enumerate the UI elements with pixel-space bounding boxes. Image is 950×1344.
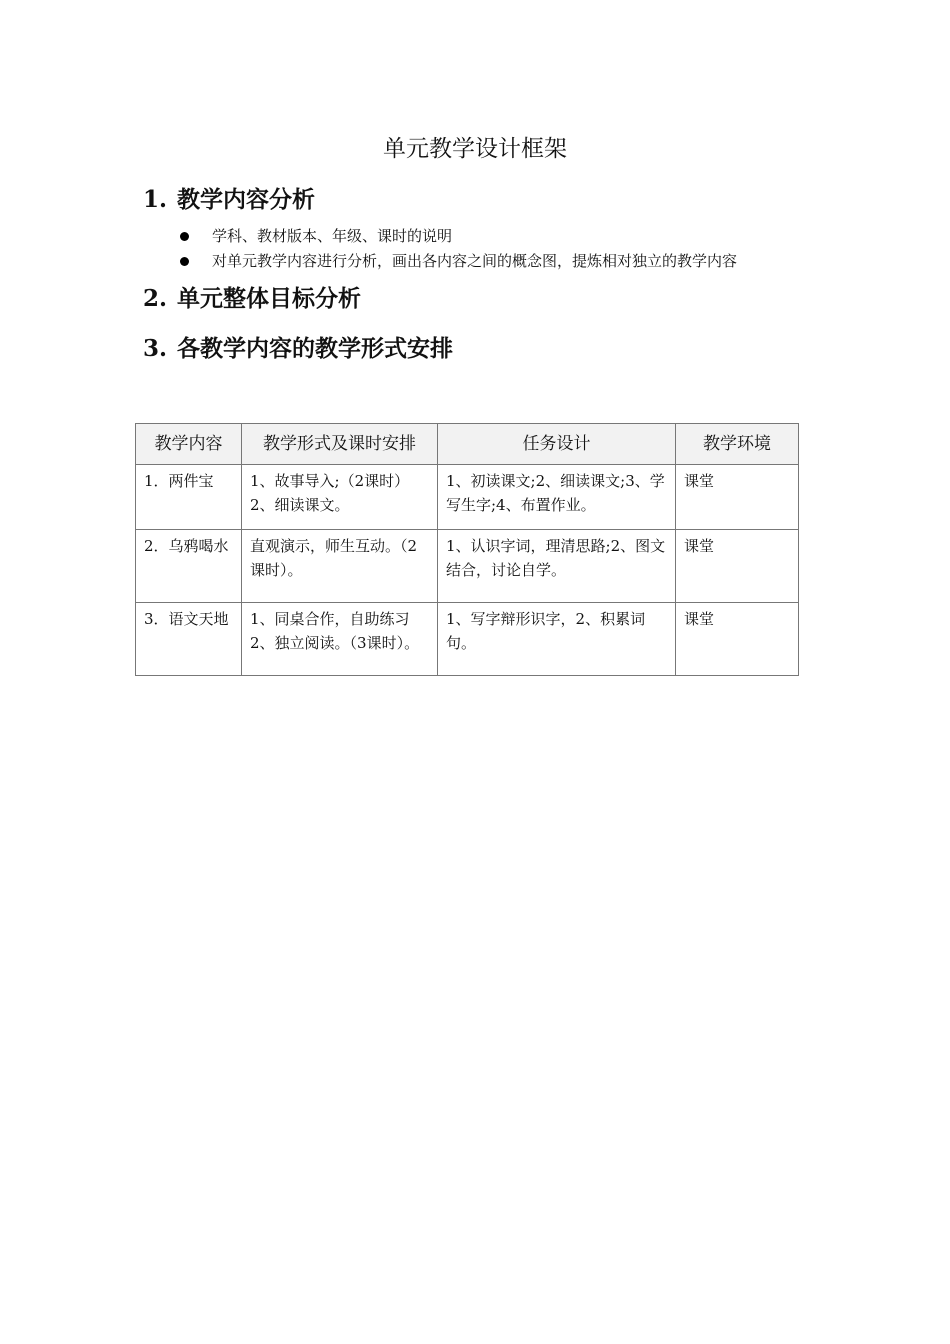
document-title: 单元教学设计框架 — [383, 136, 567, 162]
table-cell: 1．两件宝 — [136, 465, 242, 530]
section-heading-unit-goals — [143, 283, 361, 315]
table-cell: 直观演示，师生互动。（2课时）。 — [242, 530, 438, 603]
table-cell: 1、同桌合作，自助练习2、独立阅读。（3课时）。 — [242, 603, 438, 676]
bullet-text: 学科、教材版本、年级、课时的说明 — [212, 227, 453, 245]
bullet-item — [178, 224, 737, 249]
bullet-item — [178, 249, 737, 274]
table-row — [136, 465, 799, 530]
table-cell: 课堂 — [676, 603, 799, 676]
table-cell: 1、初读课文;2、细读课文;3、学写生字;4、布置作业。 — [438, 465, 676, 530]
bullet-dot-icon — [180, 232, 189, 241]
section-heading-teaching-arrangement — [143, 333, 453, 365]
section-number: 2. — [143, 285, 168, 312]
section-number: 1. — [143, 186, 168, 213]
table-row — [136, 603, 799, 676]
table-cell: 3．语文天地 — [136, 603, 242, 676]
section-heading-text: 单元整体目标分析 — [177, 285, 362, 312]
teaching-plan-table — [135, 423, 799, 676]
section-number: 3. — [143, 335, 168, 362]
table-cell: 1、认识字词，理清思路;2、图文结合，讨论自学。 — [438, 530, 676, 603]
table-cell: 课堂 — [676, 465, 799, 530]
section-heading-content-analysis — [143, 184, 315, 216]
table-header-row — [136, 424, 799, 465]
section-heading-text: 各教学内容的教学形式安排 — [177, 335, 454, 362]
table-cell: 2．乌鸦喝水 — [136, 530, 242, 603]
column-header-environment: 教学环境 — [676, 424, 799, 465]
table-cell: 1、故事导入;（2课时）2、细读课文。 — [242, 465, 438, 530]
bullet-list — [178, 224, 737, 274]
column-header-form-schedule: 教学形式及课时安排 — [242, 424, 438, 465]
section-heading-text: 教学内容分析 — [177, 186, 316, 213]
table-cell: 课堂 — [676, 530, 799, 603]
table-row — [136, 530, 799, 603]
bullet-dot-icon — [180, 257, 189, 266]
column-header-content: 教学内容 — [136, 424, 242, 465]
bullet-text: 对单元教学内容进行分析，画出各内容之间的概念图，提炼相对独立的教学内容 — [212, 252, 738, 270]
table-cell: 1、写字辩形识字，2、积累词句。 — [438, 603, 676, 676]
column-header-task-design: 任务设计 — [438, 424, 676, 465]
